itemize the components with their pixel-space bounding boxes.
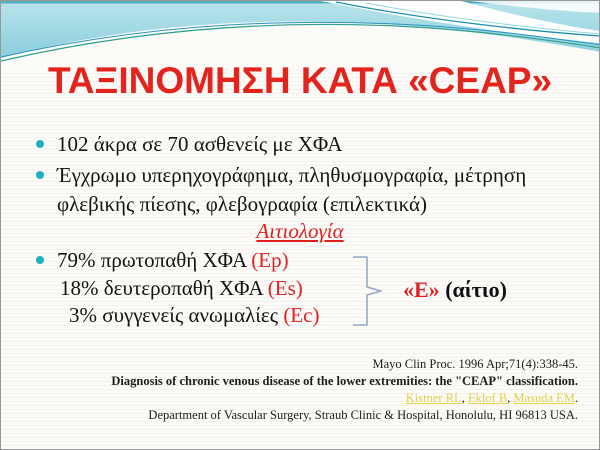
citation-journal: Mayo Clin Proc. 1996 Apr;71(4):338-45. — [372, 357, 578, 371]
etiology-code: (Es) — [267, 275, 303, 300]
list-item — [31, 161, 587, 219]
etiology-text: 18% δευτεροπαθή ΧΦΑ — [60, 275, 268, 300]
etiology-line — [31, 275, 319, 303]
author-link[interactable]: Eklof B — [467, 391, 508, 405]
brace-path — [353, 257, 381, 325]
list-item — [31, 130, 587, 159]
brace-icon — [348, 251, 386, 331]
author-link[interactable]: Masuda EM — [513, 391, 575, 405]
etiology-text: 3% συγγενείς ανωμαλίες — [69, 303, 284, 327]
section-heading: Αιτιολογία — [256, 219, 344, 243]
bullet-text: Έγχρωμο υπερηχογράφημα, πληθυσμογραφία, μέτρηση φλεβικής πίεσης, φλεβογραφία (επιλεκτικά) — [57, 163, 527, 216]
bullet-dot-icon — [36, 171, 44, 179]
bullet-dot-icon — [36, 256, 44, 264]
citation-affiliation: Department of Vascular Surgery, Straub Clinic & Hospital, Honolulu, HI 96813 USA. — [148, 408, 578, 422]
authors-end: . — [574, 391, 578, 405]
author-separator: , — [507, 391, 514, 405]
brace-label — [403, 277, 507, 303]
author-link[interactable]: Kistner RL — [405, 391, 462, 405]
citation-authors — [20, 390, 578, 407]
bullet-list — [31, 130, 587, 221]
etiology-code: (Ec) — [283, 303, 320, 327]
bullet-text: 102 άκρα σε 70 ασθενείς με ΧΦΑ — [57, 132, 343, 156]
etiology-text: 79% πρωτοπαθή ΧΦΑ — [57, 248, 252, 272]
etiology-code: (Ep) — [251, 248, 289, 272]
citation-title: Diagnosis of chronic venous disease of the lower extremities: the "CEAP" classification. — [111, 374, 578, 388]
etiology-list — [31, 247, 319, 330]
bullet-dot-icon — [36, 140, 44, 148]
brace-label-rest: (αίτιο) — [439, 277, 507, 302]
author-separator: , — [461, 391, 468, 405]
page-title: ΤΑΞΙΝΟΜΗΣΗ ΚΑΤΑ «CEAP» — [47, 60, 553, 101]
citation-block — [20, 356, 578, 424]
etiology-line — [31, 247, 319, 275]
etiology-line — [31, 302, 319, 330]
brace-label-e: «E» — [403, 277, 440, 302]
